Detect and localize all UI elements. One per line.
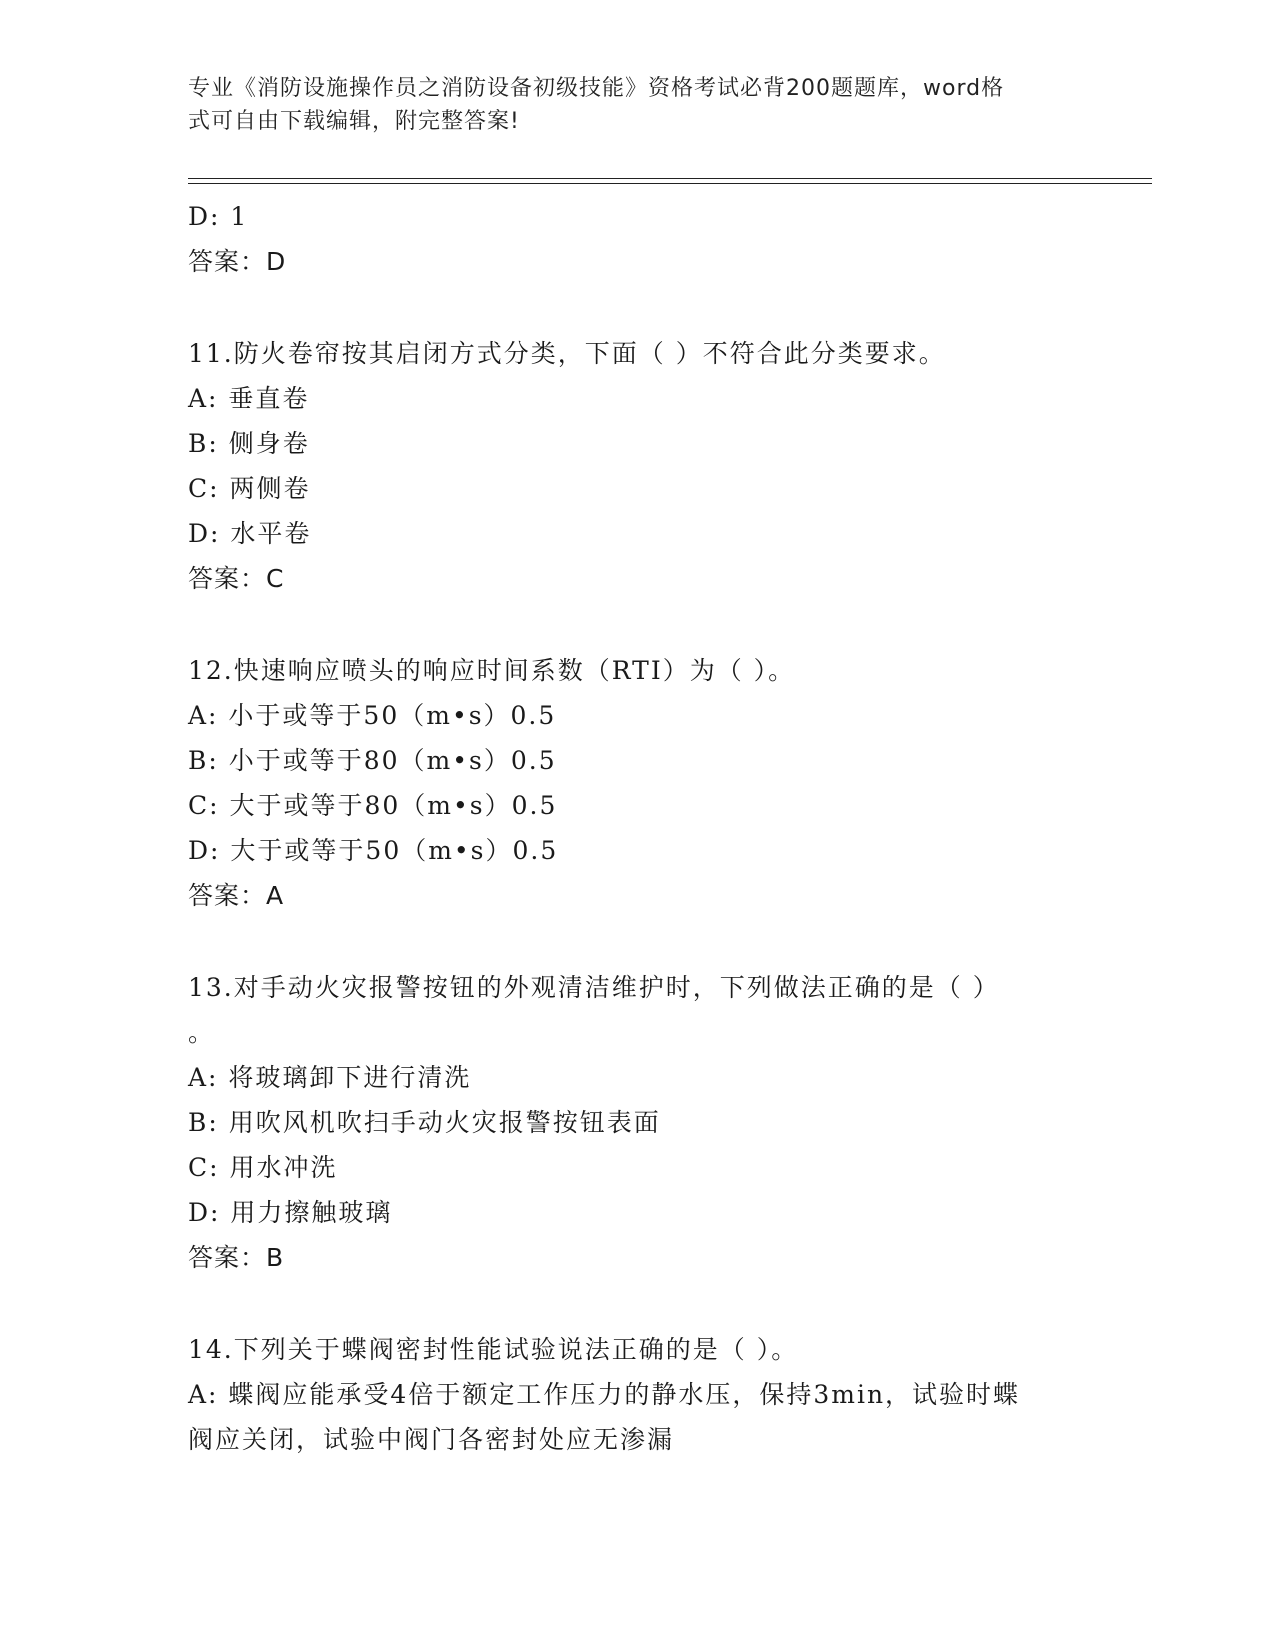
option-b: B: 小于或等于80（m•s）0.5 <box>188 746 557 775</box>
answer: 答案：B <box>188 1243 285 1272</box>
option-a: A: 小于或等于50（m•s）0.5 <box>188 701 557 730</box>
question-stem: 13.对手动火灾报警按钮的外观清洁维护时，下列做法正确的是（ ） <box>188 973 1000 1002</box>
option-d: D: 1 <box>188 202 249 231</box>
header-line-1: 专业《消防设施操作员之消防设备初级技能》资格考试必背200题题库，word格 <box>188 76 1005 101</box>
header-divider-bottom <box>188 183 1152 184</box>
option-c: C: 用水冲洗 <box>188 1153 338 1182</box>
document-header <box>188 72 1068 138</box>
answer: 答案：D <box>188 247 287 276</box>
header-line-2: 式可自由下载编辑，附完整答案! <box>188 109 520 134</box>
question-stem: 11.防火卷帘按其启闭方式分类，下面（ ）不符合此分类要求。 <box>188 339 946 368</box>
option-d: D: 水平卷 <box>188 519 312 548</box>
option-a: A: 蝶阀应能承受4倍于额定工作压力的静水压，保持3min，试验时蝶 <box>188 1380 1021 1409</box>
option-a: A: 垂直卷 <box>188 384 310 413</box>
option-c: C: 大于或等于80（m•s）0.5 <box>188 791 558 820</box>
header-divider-top <box>188 178 1152 179</box>
option-a: A: 将玻璃卸下进行清洗 <box>188 1063 472 1092</box>
question-stem: 14.下列关于蝶阀密封性能试验说法正确的是（ ）。 <box>188 1335 799 1364</box>
question-stem-continued: 。 <box>188 1018 216 1047</box>
option-b: B: 侧身卷 <box>188 429 310 458</box>
option-a-continued: 阀应关闭，试验中阀门各密封处应无渗漏 <box>188 1425 675 1454</box>
answer: 答案：C <box>188 564 285 593</box>
answer: 答案：A <box>188 881 285 910</box>
option-b: B: 用吹风机吹扫手动火灾报警按钮表面 <box>188 1108 661 1137</box>
option-d: D: 用力擦触玻璃 <box>188 1198 393 1227</box>
option-c: C: 两侧卷 <box>188 474 311 503</box>
question-stem: 12.快速响应喷头的响应时间系数（RTI）为（ ）。 <box>188 656 796 685</box>
question-list <box>188 194 1088 1462</box>
option-d: D: 大于或等于50（m•s）0.5 <box>188 836 559 865</box>
